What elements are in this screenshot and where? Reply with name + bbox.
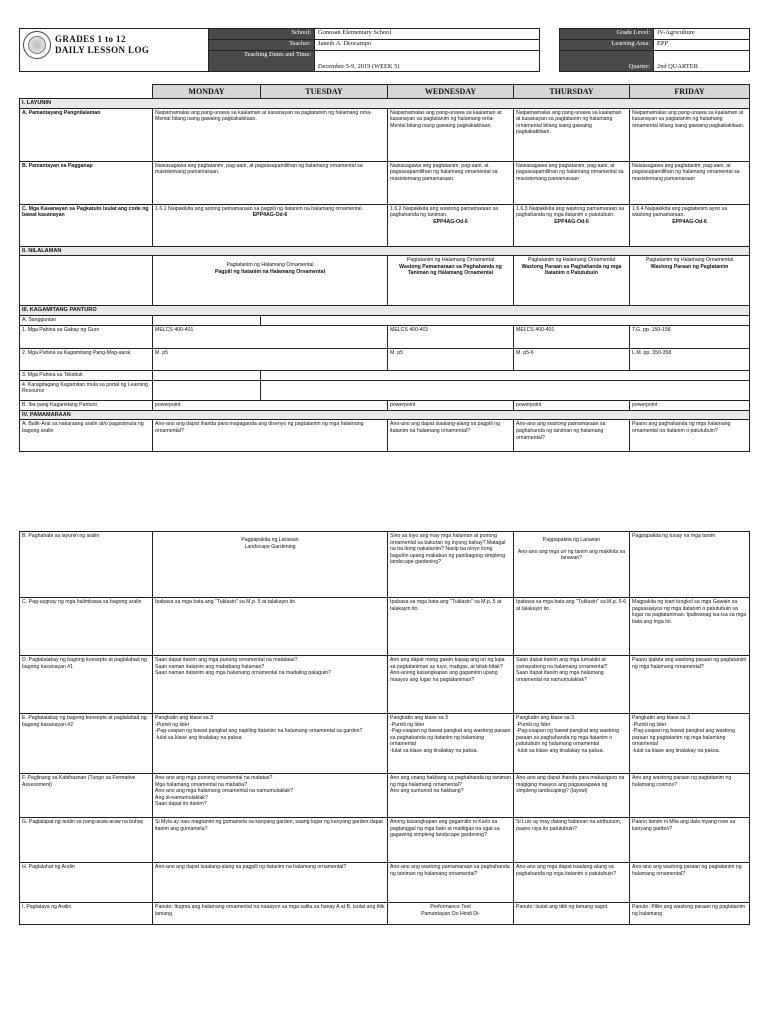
row-learning-resource [20, 380, 750, 400]
row-balik-aral [20, 420, 750, 452]
row-pamantayang-pangnilalaman [20, 108, 750, 161]
cell-thu: Ano-ano ang mga dapat isaalang-alang sa paghahanda ng mga itatanim o patutubuin? [514, 863, 630, 903]
competency-text: 1.6.4 Naipakikita ang pagtatanim ayon sa wastong pamamaraan. [632, 205, 728, 219]
topic-subtitle: Wastong Paraan sa Paghahanda ng mga Itatanim o Patutubuin [521, 263, 622, 277]
title-line-1: GRADES 1 to 12 [55, 34, 126, 44]
topic-title: Pagtatanim ng Halamang Ornamental [406, 257, 495, 264]
row-label: F. Paglinang sa Kabihasnan (Tungo sa Formative Assessment) [20, 774, 153, 818]
lesson-log-page-2 [19, 531, 749, 925]
cell-mon-tue: M. p5 [153, 348, 388, 370]
row-label: C. Mga Kasanayan sa Pagkatuto Isulat ang code ng bawat kasanayan [20, 204, 153, 246]
topic-title: Pagtatanim ng Halamang Ornamental [645, 257, 734, 264]
cell-line: Pamantayan Oo Hindi Di- [421, 910, 480, 917]
row-label: A. Balik-Aral sa nakaraang aralin at/o pagsisimula ng bagong aralin [20, 420, 153, 452]
school-label: School: [209, 29, 315, 40]
cell-thu: Saan dapat itanim ang mga lumalaki at yumayabong na halamang ornamental? Saan dapat itanim ang mga halamang ornamental na namumulaklak? [514, 656, 630, 714]
cell-wed [388, 256, 514, 306]
cell-fri: Panuto: Piliin ang wastong paraan ng pagtatanim ng halamang [630, 903, 750, 925]
row-paglinang [20, 774, 750, 818]
row-label: 2. Mga Pahina sa Kagamitang Pang-Mag-aaral [20, 348, 153, 370]
grade-level-label: Grade Level: [560, 29, 654, 40]
row-pag-uugnay [20, 598, 750, 656]
row-label: 4. Karagdagang Kagamitan mula sa portal ng Learning Resource [20, 380, 153, 400]
deped-seal-icon [23, 31, 51, 59]
cell-line: Pagpapakita ng Larawan [542, 537, 601, 543]
competency-text: 1.6.1 Naipakikita ang astong pamamaraan sa pagpili ng itatanim na halamang ornamental. [155, 205, 363, 212]
section-nilalaman: II. NILALAMAN [20, 246, 750, 256]
cell-mon-tue: MELCS 400-401 [153, 325, 388, 348]
cell-thu: Pangkatin ang klase sa 3 -Pumili ng lider -Pag-usapan ng bawat pangkat ang wastong paraan sa paghahanda ng mga itatanim o patutubuin ng halamang ornamental -Iulat sa klase ang tinalakay na paksa. [514, 714, 630, 774]
topic-title: Pagtatanim ng Halamang Ornamental [527, 257, 616, 264]
cell-thu: Ano-ano ang wastong pamamaraan sa paghahanda ng taniman ng halamang ornamental? [514, 420, 630, 452]
cell-fri: Pangkatin ang klase sa 3 -Pumili ng lider -Pag-usapan ng bawat pangkat ang wastong paraan ng pagtatanim ng mga halamang ornamental -Iulat sa klase ang tinalakay na paksa. [630, 714, 750, 774]
cell-mon-tue: Ano-ano ang mga punong ornamental na matatas? Mga halamang ornamental na mababa? Ano-ano ang mga halamang ornamental na namumulaklak? Ang di-namumulaklak? Saan dapat ito itanim? [153, 774, 388, 818]
cell-wed: Ano ang dapat mong gawin kapag ang uri ng lupa sa pagtataniman ay tuyo, matigas, at bitak-bitak? Ano-anong kasangkapan ang gagamitin upang maayos ang lugar na pagtataniman? [388, 656, 514, 714]
cell-thu: Ano-ano ang dapat ihanda para makasiguro na magiging maayos ang pagsasagawa ng simpleng landscaping? (layout) [514, 774, 630, 818]
cell-mon-tue [153, 256, 388, 306]
row-nilalaman [20, 256, 750, 306]
cell-thu: Naisasagawa ang pagtatanim, pag-aani, at pagsasapamilihan ng halamang ornamental sa masistemang pamamaraan [514, 161, 630, 204]
competency-code: EPP4AG-Od-6 [252, 212, 288, 219]
row-label-empty [20, 256, 153, 306]
cell-wed: powerpoint [388, 400, 514, 410]
cell-mon-tue [153, 204, 388, 246]
teaching-dates-label: Teaching Dates and Time: [209, 51, 315, 72]
row-label: G. Paglalapat ng aralin sa pang-araw-araw na buhay [20, 818, 153, 863]
cell-thu [514, 532, 630, 598]
row-pagtataya [20, 903, 750, 925]
cell-fri: powerpoint [630, 400, 750, 410]
cell-wed: Ipabasa sa mga bata ang "Tuklasin" sa M.p. 5 at talakayin ito. [388, 598, 514, 656]
cell-line: Ano-ano ang mga uri ng tanim ang makikita sa larawan? [517, 548, 626, 562]
competency-text: 1.6.3 Naipakikita ang wastong pamamaraan sa paghahanda ng mga itatanim o patutubuin. [516, 205, 625, 219]
cell-fri: Paano itanim ni Mila ang dala niyang rose sa kanyang garden? [630, 818, 750, 863]
cell-thu: MELCS 400-401 [514, 325, 630, 348]
row-kagamitang-pang-mag-aaral [20, 348, 750, 370]
row-label: I. Pagtataya ng Aralin [20, 903, 153, 925]
cell-wed: Pangkatin ang klase sa 3 -Pumili ng lider -Pag-usapan ng bawat pangkat ang wastong paraan sa paghahanda ng itatanim ng halamang ornamental -Iulat sa klase ang tinalakay na paksa. [388, 714, 514, 774]
learning-area-label: Learning Area: [560, 40, 654, 51]
cell-mon-tue: Saan dapat itanim ang mga punong ornamental na matataas? Saan naman itatanim ang mababang halaman? Saan naman itatanim ang mga halamang ornamental na madaling palaguin? [153, 656, 388, 714]
cell-mon-tue [153, 532, 388, 598]
teaching-dates-value: December 5-9, 2019 (WEEK 5) [315, 51, 540, 72]
cell-thu: Panuto: Isulat ang titik ng tamang sagot. [514, 903, 630, 925]
cell-mon-tue: Ano-ano ang dapat ihanda para mapaganda ang disenyo ng pagtatanim ng mga halamang ornamental? [153, 420, 388, 452]
row-iba-pang-kagamitan [20, 400, 750, 410]
cell-thu: powerpoint [514, 400, 630, 410]
row-paglalapat [20, 818, 750, 863]
cell-mon-tue: Naipamamalas ang pang-unawa sa kaalaman at kasanayan sa pagtatanim ng halamang orna- Mental bilang isang gawaing pagkakakitaan. [153, 108, 388, 161]
row-label: B. Pamantayan sa Pagganap [20, 161, 153, 204]
cell-wed: MELCS 400-401 [388, 325, 514, 348]
cell-fri: Naisasagawa ang pagtatanim, pag-aani, at pagsasapamilihan ng halamang ornamental sa masistemang pamamaraan [630, 161, 750, 204]
cell-wed [388, 204, 514, 246]
cell-thu [514, 204, 630, 246]
row-label: A. Pamantayang Pangnilalaman [20, 108, 153, 161]
topic-title: Pagtatanim ng Halamang Ornamental [226, 262, 314, 269]
row-label: E. Pagtatalakay ng bagong konsepto at paglalahad ng bagong kasanayan #2 [20, 714, 153, 774]
row-sanggunian [20, 315, 750, 325]
cell-wed: Naisasagawa ang pagtatanim, pag-aani, at pagsasapamilihan ng halamang ornamental sa masistemang pamamaraan. [388, 161, 514, 204]
competency-text: 1.6.2 Naipakikita ang wastong pamamaraan sa paghahanda ng taniman. [390, 205, 499, 219]
cell-fri: T.G. pp. 150-158 [630, 325, 750, 348]
cell-fri: Paano ipakita ang wastong paraan ng pagtatanim ng mga halamang ornamental? [630, 656, 750, 714]
row-label: A. Sanggunian [20, 315, 153, 325]
cell-wed: M. p5 [388, 348, 514, 370]
row-pagtatalakay-2 [20, 714, 750, 774]
day-friday: FRIDAY [630, 85, 750, 99]
cell-fri: Naipamamalas ang pang-unawa sa kaalaman at kasanayan sa pagtatanim ng halamang ornamental bilang isang gawaing pagkakakitaan. [630, 108, 750, 161]
row-label: B. Iba pang Kagamitang Panturo [20, 400, 153, 410]
cell-wed: Ano-ano ang dapat isaalang-alang sa pagpili ng itatanim na halamang ornamental? [388, 420, 514, 452]
topic-subtitle: Wastong Pamamaraan sa Paghahanda ng Taniman ng Halamang Ornamental [399, 263, 502, 277]
row-label: H. Paglalahat ng Aralin [20, 863, 153, 903]
cell-thu: Si Luis ay may dalang halaman na anthurium, paano niya ito patutubuin? [514, 818, 630, 863]
row-label: B. Paghahabi sa layunin ng aralin [20, 532, 153, 598]
day-monday: MONDAY [153, 85, 261, 99]
row-teksbuk [20, 370, 750, 380]
cell-line: Landscape Gardening [244, 543, 296, 550]
cell-wed [388, 903, 514, 925]
deped-logo [20, 29, 208, 61]
cell-mon-tue: powerpoint [153, 400, 388, 410]
cell-thu: Naipamamalas ang pang-unawa sa kaalaman at kasanayan sa pagtatanim ng halamang ornamental bilang isang gawaing pagkakakitaan. [514, 108, 630, 161]
row-label: D. Pagtatalakay ng bagong konsepto at paglalahad ng bagong kasanayan #1 [20, 656, 153, 714]
day-header-row [20, 85, 750, 99]
quarter-value: 2nd QUARTER [654, 51, 750, 72]
cell-fri: Pagpapakita ng tunay na mga tanim [630, 532, 750, 598]
cell-wed: Ano-ano ang wastong pamamaraan sa paghahanda ng taniman ng halamang ornamental? [388, 863, 514, 903]
cell-thu: M. p5-6 [514, 348, 630, 370]
cell-fri [630, 204, 750, 246]
school-value: Gonosan Elementary School [315, 29, 540, 40]
row-gabay-ng-guro [20, 325, 750, 348]
cell-mon-tue: Naisasagawa ang pagtatanim, pag-aani, at pagsasapamilihan ng halamang ornamental sa masistemang pamamaraan. [153, 161, 388, 204]
logo-cell [20, 29, 209, 72]
cell-mon-tue: Ipabasa sa mga bata ang "Tuklasin" sa M.p. 5 at talakayin ito. [153, 598, 388, 656]
title-line-2: DAILY LESSON LOG [55, 45, 150, 55]
cell-wed: Ano ang unang hakbang sa paghahanda ng taniman ng mga halamang ornamental? Ano ang sumunod na hakbang? [388, 774, 514, 818]
cell-line: Pagpapakita ng Larawan [241, 537, 299, 543]
row-pagtatalakay-1 [20, 656, 750, 714]
competency-code: EPP4AG-Od-6 [433, 218, 468, 225]
row-paglalahat [20, 863, 750, 903]
cell-mon-tue: Si Myla ay nais magtanim ng gumamela sa kanyang garden, saang lugar ng kanyang garden dapat itanim ang gumamela? [153, 818, 388, 863]
cell-mon-tue: Ano-ano ang dapat isaalang-alang sa pagpili ng itatanim na halamang ornamental? [153, 863, 388, 903]
competency-code: EPP4AG-Od-6 [554, 218, 589, 225]
header-table [19, 28, 750, 72]
cell-mon-tue: Pangkatin ang klase sa 3 -Pumili ng lider -Pag-usapan ng bawat pangkat ang napiling itatanim na halamang ornamental sa garden? -Iulat sa klase ang tinalakay na paksa [153, 714, 388, 774]
competency-code: EPP4AG-Od-6 [672, 218, 707, 225]
cell-line: Performance Test [430, 904, 471, 910]
teacher-label: Teacher: [209, 40, 315, 51]
row-paghahabi [20, 532, 750, 598]
row-label: C. Pag-uugnay ng mga halimbawa sa bagong aralin [20, 598, 153, 656]
cell-wed: Sino sa inyo ang may mga halaman at punong ornamental sa bakuran ng inyong bahay? Matagal na ba itong nakatanim? Nasip ba ninyo itong baguhin upang makabuo ng panibagong simpleng landscape gardening? [388, 532, 514, 598]
topic-subtitle: Pagpili ng Itatanim na Halamang Ornamental [214, 268, 326, 275]
day-tuesday: TUESDAY [261, 85, 388, 99]
topic-subtitle: Wastong Paraan ng Pagtatanim [650, 263, 729, 270]
row-pamantayan-sa-pagganap [20, 161, 750, 204]
day-wednesday: WEDNESDAY [388, 85, 514, 99]
day-thursday: THURSDAY [514, 85, 630, 99]
cell-fri: Magpakita ng tsart tungkol sa mga Gawain sa pagsasaayos ng mga itatanim o patutubuin sa lugar na pagtataniman. Ipaliwanag isa-isa sa mga bata ang mga ito. [630, 598, 750, 656]
lesson-table-2 [19, 531, 750, 925]
row-label: 3. Mga Pahina sa Teksbuk [20, 370, 153, 380]
lesson-table-1 [19, 84, 750, 452]
cell-thu [514, 256, 630, 306]
section-layunin: I. LAYUNIN [20, 99, 750, 109]
cell-wed: Anong kasangkapan ang gagamitin ni Karlo sa pagtanggal ng mga bato at matitigas na ugat sa gagawing simpleng landscape gardening? [388, 818, 514, 863]
section-pamamaraan: IV. PAMAMARAAN [20, 410, 750, 420]
quarter-label: Quarter: [560, 51, 654, 72]
cell-fri [630, 256, 750, 306]
cell-thu: Ipabasa sa mga bata ang "Tuklasin" sa M.p. 5-6 at talakayin ito. [514, 598, 630, 656]
learning-area-value: EPP [654, 40, 750, 51]
grade-level-value: IV-Agriculture [654, 29, 750, 40]
teacher-value: Janeth A. Deocampo [315, 40, 540, 51]
cell-fri: L.M. pp. 350-358 [630, 348, 750, 370]
cell-wed: Naipamamalas ang pang-unawa sa kaalaman at kasanayan sa pagtatanim ng halamang orna- Mental bilang isang gawaing pagkakakitaan. [388, 108, 514, 161]
section-kagamitang-panturo: III. KAGAMITANG PANTURO [20, 306, 750, 316]
row-kasanayan-sa-pagkatuto [20, 204, 750, 246]
row-label: 1. Mga Pahina sa Gabay ng Guro [20, 325, 153, 348]
cell-mon-tue: Panuto: Itugma ang halamang ornamental na naaayon sa mga salita sa hanay A at B. Isulat ang titik lamang. [153, 903, 388, 925]
cell-fri: Ano ang wastong paraan ng pagtatanim ng halamang cosmos? [630, 774, 750, 818]
lesson-log-page-1 [19, 28, 749, 452]
cell-fri: Paano ang paghahanda ng mga halamang ornamental na itatanim o patutubuin? [630, 420, 750, 452]
cell-fri: Ano-ano ang wastong paraan ng pagtatanim ng halamang ornamental? [630, 863, 750, 903]
